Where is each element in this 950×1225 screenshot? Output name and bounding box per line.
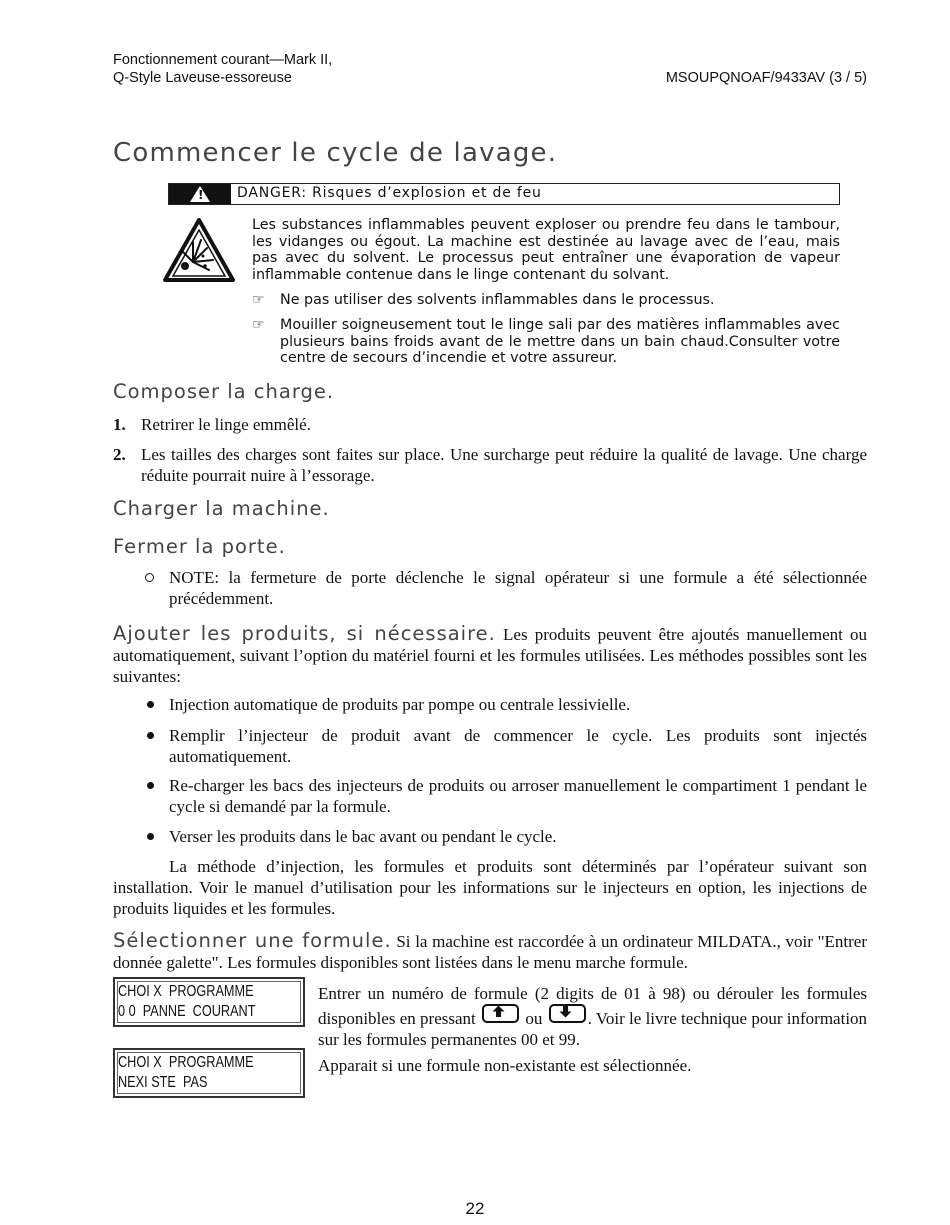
danger-bullet-text: Mouiller soigneusement tout le linge sali par des matières inflammables avec plusieurs bains froids avant de le mettre dans un bain chaud.Consulter votre centre de secours d’incendie et votre assureur. [280, 317, 840, 367]
step-text: Les tailles des charges sont faites sur place. Une surcharge peut réduire la qualité de lavage. Une charge réduite pourrait nuire à l’essorage. [141, 445, 867, 485]
display-text-b: . Voir le livre technique pour information sur les formules permanentes 00 et 99. [318, 1009, 868, 1049]
explosion-hazard-icon [163, 218, 235, 282]
list-item-text: Injection automatique de produits par pompe ou centrale lessivielle. [169, 695, 631, 714]
hollow-bullet-icon [145, 573, 154, 582]
pointing-hand-icon: ☞ [252, 317, 265, 333]
step-number: 2. [113, 445, 126, 464]
section-heading-formula: Sélectionner une formule. [113, 929, 392, 952]
running-header-left [113, 51, 332, 87]
down-arrow-key-icon [549, 1004, 586, 1023]
bullet-icon [147, 732, 154, 739]
up-arrow-key-icon [482, 1004, 519, 1023]
display-description: Apparait si une formule non-existante est sélectionnée. [318, 1056, 692, 1075]
lcd-line-1: CHOI X PROGRAMME [118, 1054, 254, 1071]
products-closing: La méthode d’injection, les formules et produits sont déterminés par l’opérateur suivant son installation. Voir le manuel d’utilisation pour les informations sur le injecteurs en option, les injections de produits liquides et les formules. [113, 857, 867, 918]
list-item-text: Remplir l’injecteur de produit avant de commencer le cycle. Les produits sont injectés automatiquement. [169, 726, 867, 766]
display-text-or: ou [525, 1009, 543, 1028]
header-line-1: Fonctionnement courant—Mark II, [113, 52, 333, 68]
note-text: NOTE: la fermeture de porte déclenche le signal opérateur si une formule a été sélectionnée précédemment. [169, 568, 867, 608]
products-intro [113, 623, 867, 687]
lcd-display [113, 1048, 305, 1098]
danger-bullet-text: Ne pas utiliser des solvents inflammables dans le processus. [280, 292, 715, 308]
section-heading-close: Fermer la porte. [113, 535, 286, 558]
header-line-2: Q-Style Laveuse-essoreuse [113, 70, 292, 86]
list-item-text: Re-charger les bacs des injecteurs de produits ou arroser manuellement le compartiment 1 pendant le cycle si demandé par la formule. [169, 776, 867, 816]
bullet-icon [147, 833, 154, 840]
danger-banner [168, 183, 840, 205]
display-description [318, 983, 867, 1050]
step-text: Retrirer le linge emmêlé. [141, 415, 311, 434]
danger-title: DANGER: Risques d’explosion et de feu [237, 185, 542, 201]
section-heading-products: Ajouter les produits, si nécessaire. [113, 622, 496, 645]
running-header-right: MSOUPQNOAF/9433AV (3 / 5) [665, 70, 867, 86]
section-heading-load: Charger la machine. [113, 497, 330, 520]
page-title: Commencer le cycle de lavage. [113, 138, 558, 168]
lcd-line-2: 0 0 PANNE COURANT [118, 1003, 256, 1020]
lcd-line-2: NEXI STE PAS [118, 1074, 208, 1091]
formula-intro [113, 930, 867, 973]
products-intro-text: Les produits peuvent être ajoutés manuellement ou automatiquement, suivant l’option du matériel fourni et les formules utilisées. Les méthodes possibles sont les suivantes: [113, 625, 867, 686]
display-text-a: Entrer un numéro de formule (2 digits de 01 à 98) ou dérouler les formules disponibles en pressant [318, 984, 867, 1028]
lcd-display [113, 977, 305, 1027]
formula-intro-text: Si la machine est raccordée à un ordinateur MILDATA., voir "Entrer donnée galette". Les formules disponibles sont listées dans le menu marche formule. [113, 932, 867, 972]
list-item-text: Verser les produits dans le bac avant ou pendant le cycle. [169, 827, 557, 846]
step-number: 1. [113, 415, 126, 434]
warning-triangle-icon: ! [169, 184, 231, 204]
danger-description: Les substances inflammables peuvent exploser ou prendre feu dans le tambour, les vidanges ou égout. La machine est destinée au lavage avec de l’eau, mais pas avec du solvent. Le processus peut entraîner une évaporation de vapeur inflammable contenue dans le linge contenant du solvant. [252, 217, 840, 284]
lcd-line-1: CHOI X PROGRAMME [118, 983, 254, 1000]
pointing-hand-icon: ☞ [252, 292, 265, 308]
bullet-icon [147, 701, 154, 708]
section-heading-compose: Composer la charge. [113, 380, 335, 403]
page-number: 22 [465, 1199, 485, 1218]
bullet-icon [147, 782, 154, 789]
